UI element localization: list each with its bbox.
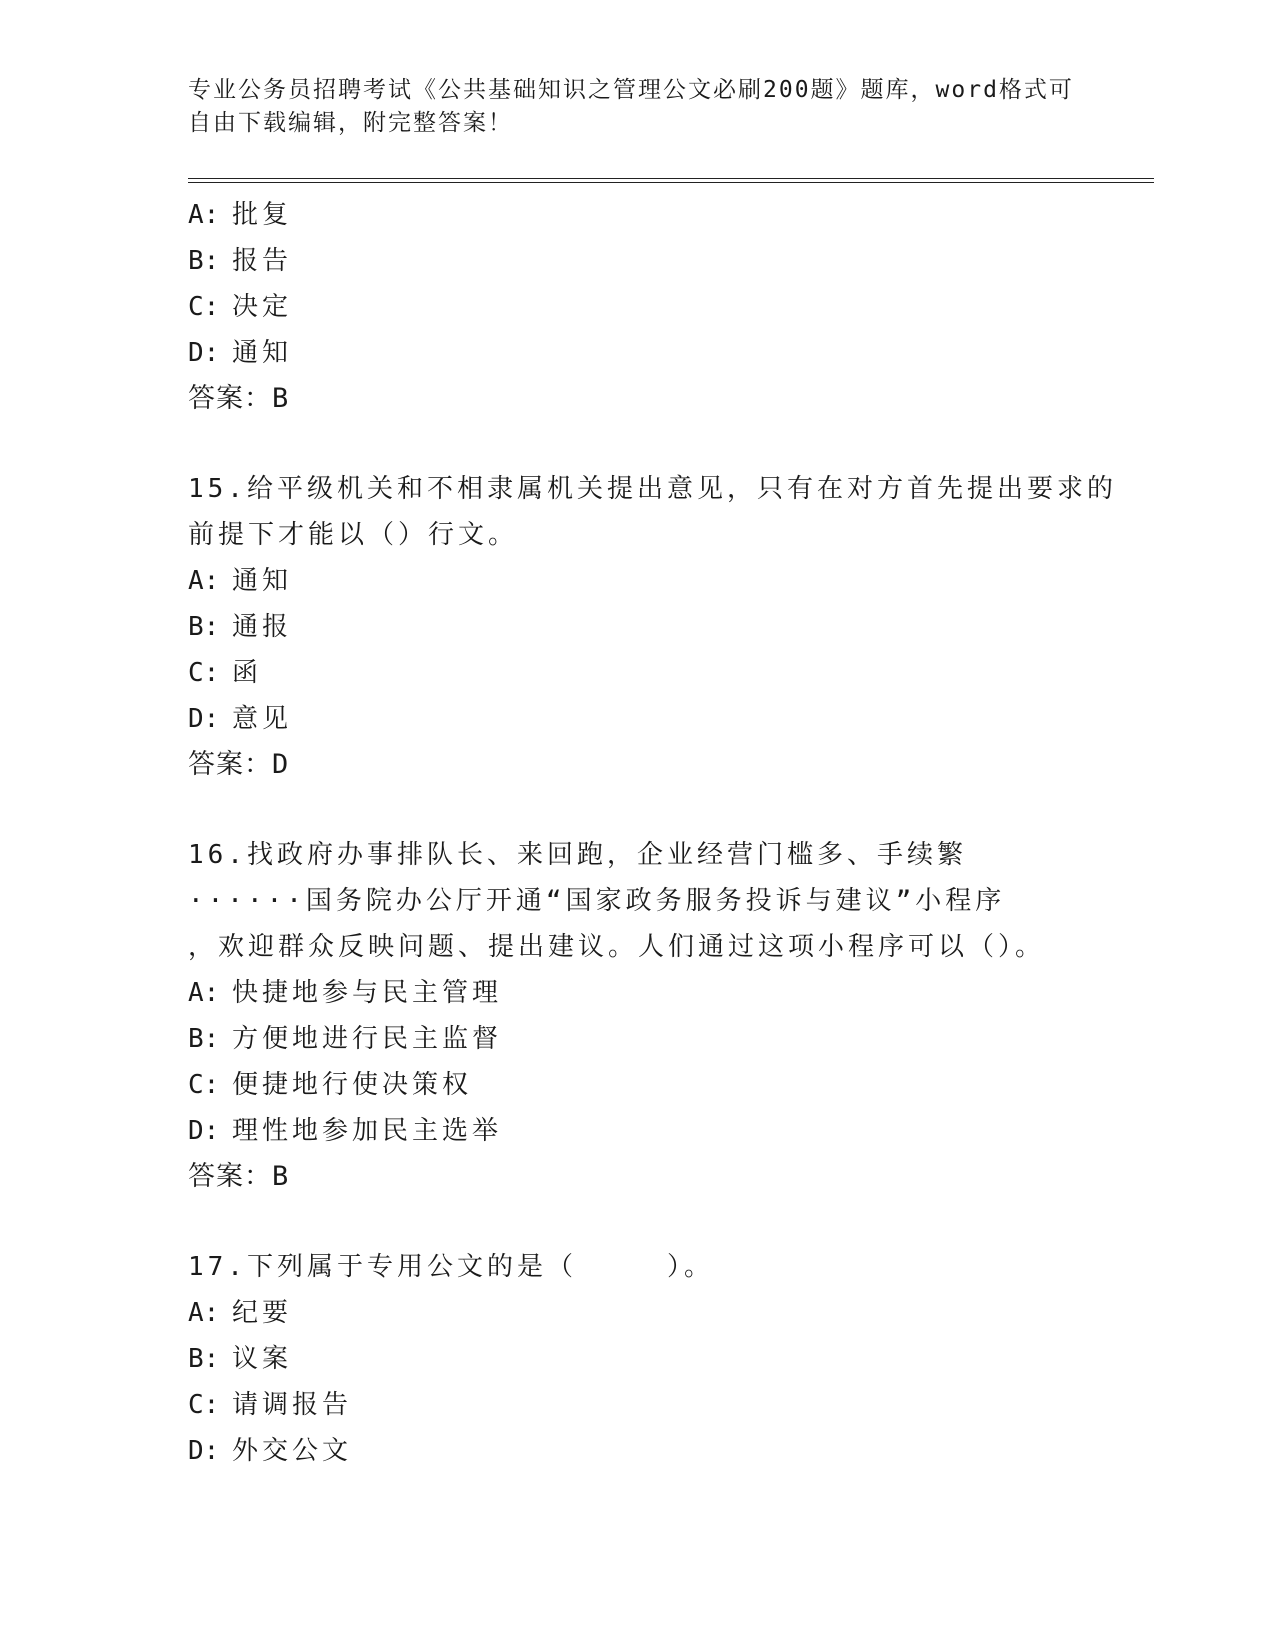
header-line-2: 自由下载编辑，附完整答案！ <box>188 110 513 136</box>
question-stem: 15.给平级机关和不相隶属机关提出意见，只有在对方首先提出要求的 前提下才能以（）行文。 <box>188 474 1117 550</box>
option-c: C: 请调报告 <box>188 1390 353 1420</box>
option-a: A: 通知 <box>188 566 293 596</box>
question-14 <box>188 192 1088 422</box>
option-b: B: 通报 <box>188 612 293 642</box>
option-d: D: 外交公文 <box>188 1436 353 1466</box>
option-b: B: 方便地进行民主监督 <box>188 1024 503 1054</box>
question-stem: 17.下列属于专用公文的是（ ）。 <box>188 1252 714 1282</box>
option-b: B: 议案 <box>188 1344 293 1374</box>
option-c: C: 便捷地行使决策权 <box>188 1070 473 1100</box>
header-divider-bottom <box>188 182 1154 183</box>
answer: 答案：B <box>188 383 290 414</box>
option-d: D: 通知 <box>188 338 293 368</box>
question-stem: 16.找政府办事排队长、来回跑，企业经营门槛多、手续繁 ······国务院办公厅开通“国家政务服务投诉与建议”小程序 ，欢迎群众反映问题、提出建议。人们通过这项小程序可以（）。 <box>188 840 1046 962</box>
option-d: D: 理性地参加民主选举 <box>188 1116 503 1146</box>
option-b: B: 报告 <box>188 246 293 276</box>
option-c: C: 函 <box>188 658 263 688</box>
option-d: D: 意见 <box>188 704 293 734</box>
header-line-1: 专业公务员招聘考试《公共基础知识之管理公文必刷200题》题库，word格式可 <box>188 77 1074 103</box>
document-header <box>188 74 1088 140</box>
option-a: A: 快捷地参与民主管理 <box>188 978 503 1008</box>
question-16 <box>188 832 1088 1200</box>
option-c: C: 决定 <box>188 292 293 322</box>
question-15 <box>188 466 1117 788</box>
header-divider-top <box>188 178 1154 179</box>
question-17 <box>188 1244 1088 1474</box>
answer: 答案：B <box>188 1161 290 1192</box>
answer: 答案：D <box>188 749 290 780</box>
question-list <box>188 192 1117 1474</box>
option-a: A: 批复 <box>188 200 293 230</box>
option-a: A: 纪要 <box>188 1298 293 1328</box>
